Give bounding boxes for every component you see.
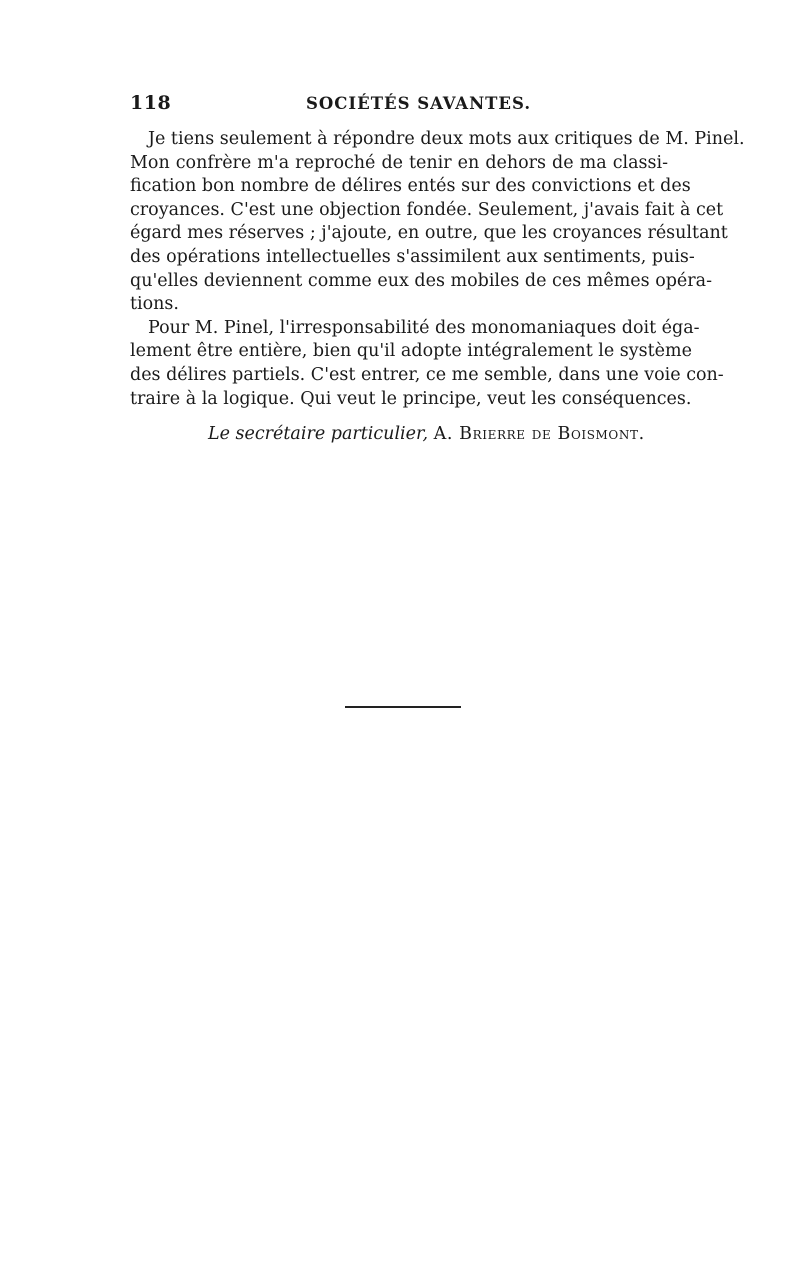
text-line: fication bon nombre de délires entés sur des convictions et des (130, 176, 691, 197)
text-line: croyances. C'est une objection fondée. Seulement, j'avais fait à cet (130, 199, 724, 220)
signature-role: Le secrétaire particulier, (208, 424, 429, 444)
paragraph (130, 317, 724, 411)
text-line: Mon confrère m'a reproché de tenir en dehors de ma classi- (130, 152, 668, 173)
running-head: SOCIÉTÉS SAVANTES. (306, 94, 532, 113)
signature-name: A. Brierre de Boismont. (433, 424, 645, 444)
text-line: qu'elles deviennent comme eux des mobiles de ces mêmes opéra- (130, 270, 713, 291)
body-text (130, 128, 745, 411)
text-line: tions. (130, 294, 179, 315)
text-line: des opérations intellectuelles s'assimilent aux sentiments, puis- (130, 246, 695, 267)
text-line: des délires partiels. C'est entrer, ce me semble, dans une voie con- (130, 364, 724, 385)
text-line: Pour M. Pinel, l'irresponsabilité des monomaniaques doit éga- (148, 317, 700, 338)
text-line: traire à la logique. Qui veut le principe, veut les conséquences. (130, 388, 692, 409)
page-header (130, 92, 670, 120)
text-line: lement être entière, bien qu'il adopte intégralement le système (130, 341, 692, 362)
text-line: Je tiens seulement à répondre deux mots aux critiques de M. Pinel. (148, 129, 745, 149)
paragraph (130, 128, 745, 317)
page-number: 118 (130, 92, 172, 114)
text-line: égard mes réserves ; j'ajoute, en outre, que les croyances résultant (130, 223, 728, 244)
signature (208, 424, 645, 444)
section-divider (345, 706, 461, 708)
